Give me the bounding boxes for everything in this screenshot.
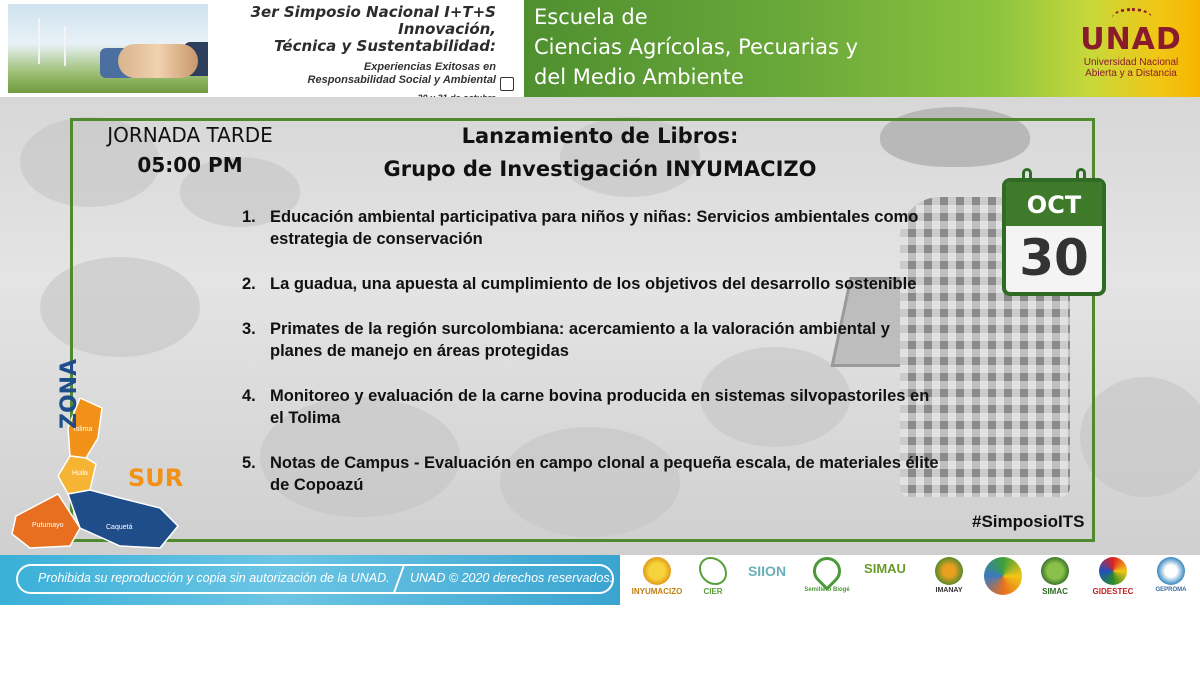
sur-word: SUR (128, 464, 184, 492)
footer-copyright: UNAD © 2020 derechos reservados. (410, 571, 614, 585)
geproma-logo (1144, 557, 1198, 605)
list-item-number: 4. (242, 387, 256, 405)
logo-label: GIDESTEC (1092, 587, 1134, 596)
region-label: Huila (72, 470, 88, 477)
list-item-text: Primates de la región surcolombiana: acercamiento a la valoración ambiental y planes de manejo en áreas protegidas (270, 320, 890, 360)
header-banner (0, 0, 1200, 97)
simac-logo (1028, 557, 1082, 605)
list-item-number: 2. (242, 275, 256, 293)
leaf-emblem-logo (976, 557, 1030, 605)
unad-subtitle-line2: Abierta y a Distancia (1085, 68, 1177, 79)
session-schedule (80, 120, 300, 180)
school-name-line3: del Medio Ambiente (534, 65, 744, 89)
session-title (330, 120, 870, 186)
cier-logo (686, 557, 740, 605)
list-item (242, 273, 942, 295)
list-item-text: Monitoreo y evaluación de la carne bovina producida en sistemas silvopastoriles en el Tolima (270, 387, 930, 427)
book-list (242, 206, 942, 519)
logo-label: Semillero Biogé (804, 587, 850, 593)
logo-label: SIION (747, 563, 787, 579)
region-label: Caquetá (106, 524, 133, 531)
symposium-subtitle-line1: Experiencias Exitosas en (363, 61, 496, 73)
list-item-number: 1. (242, 208, 256, 226)
region-label: Tolima (72, 426, 93, 433)
list-item-text: Educación ambiental participativa para niños y niñas: Servicios ambientales como estrategia de conservación (270, 208, 919, 248)
logo-label: GEPROMA (1155, 587, 1187, 593)
calendar-day: 30 (1019, 229, 1089, 287)
partner-logos (630, 557, 1200, 605)
imanay-logo (922, 557, 976, 605)
unad-logo (1072, 8, 1190, 92)
list-item-number: 3. (242, 320, 256, 338)
bottom-margin (0, 607, 1200, 675)
symposium-info (180, 0, 520, 97)
list-item-text: Notas de Campus - Evaluación en campo clonal a pequeña escala, de materiales élite de Copoazú (270, 454, 939, 494)
zona-sur-logo (10, 358, 190, 556)
hashtag: #SimposioITS (972, 512, 1085, 531)
footer (0, 555, 1200, 607)
region-label: Putumayo (32, 522, 64, 529)
footer-notice-band (0, 555, 620, 605)
logo-label: SIMAC (1042, 587, 1068, 596)
school-name-line2: Ciencias Agrícolas, Pecuarias y (534, 35, 859, 59)
unad-dots-icon (1112, 8, 1152, 28)
unad-logo-text: UNAD (1080, 22, 1182, 57)
session-time: 05:00 PM (137, 153, 243, 177)
list-item (242, 452, 942, 496)
symposium-subtitle-line2: Responsabilidad Social y Ambiental (307, 74, 496, 86)
inyumacizo-logo (630, 557, 684, 605)
symposium-photo (8, 4, 208, 93)
calendar-icon (1002, 178, 1106, 296)
symposium-title-line1: 3er Simposio Nacional I+T+S Innovación, (250, 3, 496, 38)
logo-label: SIMAU (864, 561, 906, 576)
footer-notice: Prohibida su reproducción y copia sin autorización de la UNAD. (38, 571, 390, 585)
school-name-line1: Escuela de (534, 5, 648, 29)
zona-word: ZONA (57, 358, 82, 429)
session-title-line1: Lanzamiento de Libros: (461, 124, 739, 148)
calendar-month: OCT (1006, 182, 1102, 226)
unad-subtitle-line1: Universidad Nacional (1083, 57, 1179, 68)
list-item (242, 318, 942, 362)
simau-logo (854, 557, 916, 605)
jornada-label: JORNADA TARDE (107, 123, 273, 147)
list-item (242, 206, 942, 250)
siion-logo (740, 557, 794, 605)
list-item-text: La guadua, una apuesta al cumplimiento de los objetivos del desarrollo sostenible (270, 275, 917, 293)
gidestec-logo (1086, 557, 1140, 605)
list-item-number: 5. (242, 454, 256, 472)
session-title-line2: Grupo de Investigación INYUMACIZO (383, 157, 817, 181)
logo-label: IMANAY (935, 587, 963, 594)
biogé-logo (800, 557, 854, 605)
symposium-title-line2: Técnica y Sustentabilidad: (274, 37, 496, 55)
calendar-icon (500, 77, 514, 91)
logo-label: CIER (703, 587, 723, 596)
school-name (534, 2, 954, 92)
logo-label: INYUMACIZO (631, 587, 683, 596)
list-item (242, 385, 942, 429)
